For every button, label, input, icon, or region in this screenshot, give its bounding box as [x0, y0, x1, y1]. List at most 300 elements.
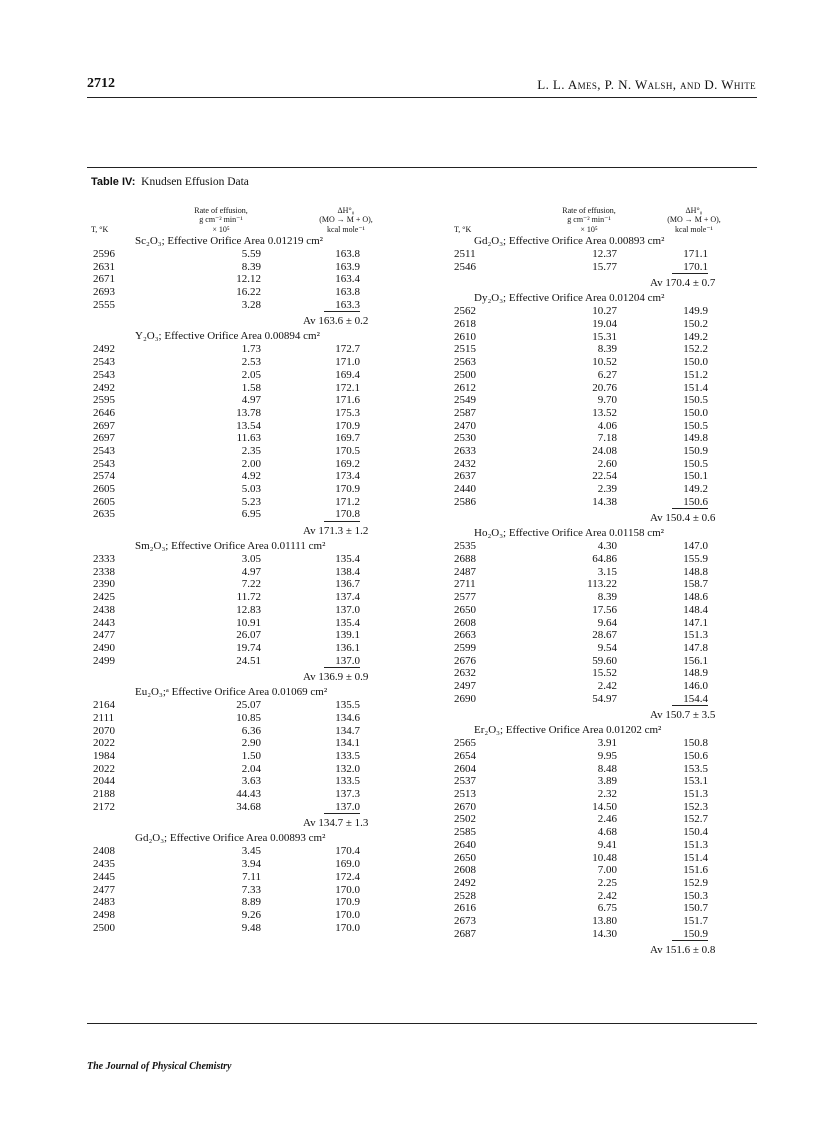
table-row: [454, 667, 746, 680]
cell-temperature: 2646: [93, 406, 115, 419]
cell-temperature: 2631: [93, 260, 115, 273]
cell-temperature: 2595: [93, 394, 115, 407]
cell-enthalpy: 153.1: [683, 775, 708, 788]
cell-temperature: 2555: [93, 298, 115, 311]
cell-temperature: 2605: [93, 495, 115, 508]
cell-enthalpy: 133.5: [335, 750, 360, 762]
table-row: [454, 737, 746, 750]
cell-rate: 8.39: [241, 260, 261, 273]
cell-enthalpy: 170.8: [335, 508, 360, 521]
cell-rate: 5.03: [241, 483, 261, 495]
average-row: [454, 273, 746, 291]
header-rate-line2: g cm⁻² min⁻¹: [199, 215, 243, 224]
cell-rate: 22.54: [592, 470, 617, 483]
cell-rate: 10.85: [236, 711, 261, 724]
cell-enthalpy: 139.1: [335, 629, 360, 642]
table-row: [454, 890, 746, 903]
cell-rate: 17.56: [592, 603, 617, 616]
table-row: [91, 604, 421, 617]
cell-enthalpy: 150.9: [683, 927, 708, 940]
cell-temperature: 2711: [454, 578, 476, 591]
table-row: [454, 356, 746, 369]
cell-enthalpy: 148.8: [683, 565, 708, 578]
average-rule: [672, 705, 708, 706]
table-row: [454, 458, 746, 471]
cell-enthalpy: 150.0: [683, 406, 708, 419]
header-temperature: T, °K: [91, 224, 109, 234]
cell-enthalpy: 149.9: [683, 305, 708, 318]
table-row: [91, 763, 421, 776]
cell-temperature: 2549: [454, 394, 476, 407]
cell-enthalpy: 151.7: [683, 914, 708, 927]
cell-enthalpy: 171.0: [335, 356, 360, 369]
cell-enthalpy: 150.1: [683, 470, 708, 483]
cell-rate: 4.06: [597, 419, 617, 432]
cell-rate: 4.92: [241, 470, 261, 483]
cell-enthalpy: 163.8: [335, 248, 360, 260]
header-rate-line3: × 10⁵: [212, 224, 230, 234]
table-row: [91, 884, 421, 897]
table-row: [454, 617, 746, 630]
table-row: [91, 642, 421, 655]
cell-enthalpy: 147.8: [683, 641, 708, 654]
groups-right: [454, 234, 746, 958]
group-title: Eu₂O₃;ᵃ Effective Orifice Area 0.01069 cm²: [135, 686, 328, 699]
cell-enthalpy: 150.3: [683, 889, 708, 902]
cell-enthalpy: 169.2: [335, 457, 360, 470]
cell-rate: 3.63: [241, 775, 261, 788]
cell-temperature: 2435: [93, 858, 115, 871]
cell-temperature: 2425: [93, 591, 115, 604]
table-row: [91, 432, 421, 445]
cell-enthalpy: 135.4: [335, 616, 360, 629]
cell-temperature: 2693: [93, 286, 115, 299]
cell-enthalpy: 137.0: [335, 654, 360, 667]
cell-temperature: 2511: [454, 248, 476, 260]
group-title: Dy₂O₃; Effective Orifice Area 0.01204 cm²: [474, 292, 665, 305]
table-row: [454, 420, 746, 433]
cell-enthalpy: 151.3: [683, 629, 708, 642]
table-row: [454, 642, 746, 655]
cell-rate: 4.97: [241, 394, 261, 407]
cell-enthalpy: 136.7: [335, 578, 360, 591]
cell-rate: 64.86: [592, 553, 617, 566]
cell-temperature: 2111: [93, 711, 115, 724]
table-row: [91, 737, 421, 750]
table-row: [454, 693, 746, 706]
cell-rate: 7.11: [242, 870, 261, 883]
header-rate-line1: Rate of effusion,: [562, 205, 616, 215]
average-rule: [672, 508, 708, 509]
table-row: [454, 629, 746, 642]
cell-enthalpy: 146.0: [683, 679, 708, 692]
cell-rate: 34.68: [236, 800, 261, 813]
table-row: [454, 261, 746, 274]
cell-temperature: 2492: [93, 381, 115, 394]
cell-temperature: 2640: [454, 838, 476, 851]
cell-rate: 10.91: [236, 616, 261, 629]
cell-rate: 2.46: [597, 813, 617, 826]
cell-enthalpy: 148.6: [683, 591, 708, 604]
cell-temperature: 2515: [454, 343, 476, 356]
table-row: [91, 458, 421, 471]
cell-rate: 2.05: [241, 368, 261, 381]
table-row: [454, 470, 746, 483]
table-row: [91, 343, 421, 356]
cell-rate: 24.51: [236, 654, 261, 667]
cell-enthalpy: 156.1: [683, 654, 708, 667]
cell-temperature: 2577: [454, 591, 476, 604]
compound-group: [454, 291, 746, 526]
cell-rate: 26.07: [236, 629, 261, 642]
cell-enthalpy: 149.2: [683, 330, 708, 343]
cell-temperature: 2022: [93, 737, 115, 750]
cell-enthalpy: 171.1: [683, 248, 708, 260]
average-value: Av 151.6 ± 0.8: [650, 944, 716, 957]
cell-rate: 8.89: [241, 896, 261, 909]
cell-enthalpy: 172.1: [335, 381, 360, 394]
cell-rate: 1.50: [241, 750, 261, 762]
cell-rate: 6.27: [597, 368, 617, 381]
cell-temperature: 2513: [454, 788, 476, 801]
cell-rate: 10.52: [592, 356, 617, 369]
header-enthalpy: [639, 206, 749, 235]
table-row: [91, 394, 421, 407]
cell-rate: 2.39: [597, 483, 617, 495]
table-row: [91, 299, 421, 312]
cell-rate: 10.27: [592, 305, 617, 318]
header-enthalpy-line1: ΔH°₀: [685, 205, 703, 215]
cell-rate: 2.00: [241, 457, 261, 470]
column-headers-left: [91, 196, 421, 234]
cell-temperature: 2637: [454, 470, 476, 483]
cell-temperature: 2654: [454, 750, 476, 762]
average-value: Av 150.4 ± 0.6: [650, 512, 716, 525]
cell-temperature: 2408: [93, 845, 115, 858]
cell-rate: 1.58: [241, 381, 261, 394]
cell-enthalpy: 150.6: [683, 495, 708, 508]
cell-enthalpy: 151.2: [683, 368, 708, 381]
average-row: [91, 813, 421, 831]
table-row: [454, 655, 746, 668]
table-row: [454, 788, 746, 801]
table-row: [91, 858, 421, 871]
cell-enthalpy: 149.8: [683, 432, 708, 445]
cell-rate: 3.45: [241, 845, 261, 858]
cell-rate: 1.73: [241, 343, 261, 356]
cell-temperature: 2530: [454, 432, 476, 445]
cell-enthalpy: 150.9: [683, 444, 708, 457]
cell-enthalpy: 151.6: [683, 864, 708, 877]
cell-temperature: 2490: [93, 641, 115, 654]
table-row: [454, 578, 746, 591]
table-row: [91, 629, 421, 642]
table-row: [454, 826, 746, 839]
cell-enthalpy: 147.1: [683, 616, 708, 629]
group-title: Sc₂O₃; Effective Orifice Area 0.01219 cm²: [135, 235, 323, 247]
cell-temperature: 2633: [454, 444, 476, 457]
cell-temperature: 2470: [454, 419, 476, 432]
cell-rate: 20.76: [592, 381, 617, 394]
cell-temperature: 2492: [454, 876, 476, 889]
cell-enthalpy: 150.0: [683, 356, 708, 369]
cell-temperature: 2164: [93, 699, 115, 712]
group-title: Sm₂O₃; Effective Orifice Area 0.01111 cm²: [135, 540, 326, 553]
cell-enthalpy: 152.7: [683, 813, 708, 826]
table-row: [91, 801, 421, 814]
average-row: [454, 508, 746, 526]
cell-enthalpy: 134.7: [335, 724, 360, 737]
table-row: [91, 286, 421, 299]
cell-rate: 8.48: [597, 762, 617, 775]
table-row: [91, 420, 421, 433]
cell-enthalpy: 149.2: [683, 483, 708, 495]
group-title: Ho₂O₃; Effective Orifice Area 0.01158 cm²: [474, 527, 664, 540]
cell-rate: 2.42: [597, 679, 617, 692]
cell-enthalpy: 153.5: [683, 762, 708, 775]
average-value: Av 150.7 ± 3.5: [650, 709, 716, 722]
cell-rate: 9.95: [597, 750, 617, 762]
table-row: [91, 470, 421, 483]
compound-group: [91, 234, 421, 329]
cell-temperature: 2670: [454, 800, 476, 813]
cell-temperature: 2497: [454, 679, 476, 692]
cell-enthalpy: 152.2: [683, 343, 708, 356]
header-enthalpy-line1: ΔH°₀: [337, 205, 355, 215]
cell-temperature: 2697: [93, 432, 115, 445]
table-row: [454, 915, 746, 928]
cell-enthalpy: 170.0: [335, 921, 360, 934]
cell-temperature: 2188: [93, 788, 115, 801]
cell-rate: 13.78: [236, 406, 261, 419]
table-row: [454, 553, 746, 566]
cell-temperature: 2338: [93, 565, 115, 578]
table-row: [454, 540, 746, 553]
compound-group: [91, 685, 421, 831]
table-label: Table IV:: [91, 176, 136, 188]
table-row: [91, 248, 421, 261]
cell-rate: 3.28: [241, 298, 261, 311]
table-row: [91, 369, 421, 382]
average-value: Av 170.4 ± 0.7: [650, 277, 716, 290]
cell-temperature: 2596: [93, 248, 115, 260]
table-row: [91, 845, 421, 858]
cell-enthalpy: 172.7: [335, 343, 360, 356]
table-row: [454, 839, 746, 852]
table-caption: Knudsen Effusion Data: [141, 176, 249, 188]
cell-enthalpy: 169.0: [335, 858, 360, 871]
cell-enthalpy: 151.4: [683, 381, 708, 394]
cell-rate: 3.94: [241, 858, 261, 871]
cell-enthalpy: 133.5: [335, 775, 360, 788]
compound-group: [91, 831, 421, 938]
cell-rate: 113.22: [587, 578, 617, 591]
cell-temperature: 2574: [93, 470, 115, 483]
average-row: [454, 940, 746, 958]
page-number: 2712: [87, 76, 115, 91]
header-rate-line3: × 10⁵: [580, 224, 598, 234]
table-top-rule: [87, 167, 757, 168]
cell-enthalpy: 171.6: [335, 394, 360, 407]
table-row: [454, 852, 746, 865]
cell-rate: 6.95: [241, 508, 261, 521]
cell-rate: 3.15: [597, 565, 617, 578]
table-row: [91, 909, 421, 922]
cell-temperature: 2688: [454, 553, 476, 566]
cell-temperature: 2587: [454, 406, 476, 419]
cell-rate: 9.64: [597, 616, 617, 629]
cell-temperature: 2477: [93, 883, 115, 896]
header-rate: [161, 206, 281, 235]
table-row: [454, 928, 746, 941]
cell-rate: 19.04: [592, 318, 617, 331]
cell-rate: 15.77: [592, 260, 617, 273]
average-row: [454, 705, 746, 723]
cell-temperature: 2483: [93, 896, 115, 909]
average-row: [91, 311, 421, 329]
cell-temperature: 2605: [93, 483, 115, 495]
cell-temperature: 2498: [93, 908, 115, 921]
table-row: [454, 801, 746, 814]
header-enthalpy-line2: (MO → M + O),: [667, 215, 721, 224]
cell-temperature: 2608: [454, 864, 476, 877]
cell-temperature: 2671: [93, 273, 115, 286]
compound-group: [454, 234, 746, 291]
cell-temperature: 2663: [454, 629, 476, 642]
cell-enthalpy: 170.9: [335, 896, 360, 909]
cell-rate: 3.89: [597, 775, 617, 788]
cell-temperature: 2070: [93, 724, 115, 737]
cell-rate: 13.52: [592, 406, 617, 419]
table-row: [454, 496, 746, 509]
group-title: Y₂O₃; Effective Orifice Area 0.00894 cm²: [135, 330, 320, 343]
cell-enthalpy: 137.4: [335, 591, 360, 604]
cell-rate: 2.25: [597, 876, 617, 889]
cell-enthalpy: 137.0: [335, 800, 360, 813]
group-title: Gd₂O₃; Effective Orifice Area 0.00893 cm²: [135, 832, 326, 845]
cell-temperature: 2610: [454, 330, 476, 343]
cell-enthalpy: 134.1: [335, 737, 360, 750]
cell-enthalpy: 163.4: [335, 273, 360, 286]
average-rule: [324, 667, 360, 668]
cell-rate: 7.33: [241, 883, 261, 896]
cell-enthalpy: 170.5: [335, 444, 360, 457]
header-rate: [529, 206, 649, 235]
cell-rate: 28.67: [592, 629, 617, 642]
cell-enthalpy: 132.0: [335, 762, 360, 775]
group-title: Gd₂O₃; Effective Orifice Area 0.00893 cm²: [474, 235, 665, 247]
cell-enthalpy: 170.4: [335, 845, 360, 858]
cell-rate: 14.38: [592, 495, 617, 508]
cell-enthalpy: 136.1: [335, 641, 360, 654]
cell-enthalpy: 147.0: [683, 540, 708, 553]
compound-group: [91, 539, 421, 685]
cell-rate: 10.48: [592, 851, 617, 864]
cell-enthalpy: 155.9: [683, 553, 708, 566]
table-row: [91, 591, 421, 604]
cell-rate: 12.37: [592, 248, 617, 260]
average-value: Av 163.6 ± 0.2: [303, 315, 369, 328]
table-left-column: [91, 196, 421, 938]
cell-enthalpy: 163.3: [335, 298, 360, 311]
table-bottom-rule: [87, 1023, 757, 1024]
cell-enthalpy: 148.9: [683, 667, 708, 680]
table-row: [454, 902, 746, 915]
cell-temperature: 2537: [454, 775, 476, 788]
table-title: [91, 176, 249, 188]
cell-enthalpy: 152.9: [683, 876, 708, 889]
table-row: [91, 617, 421, 630]
cell-rate: 9.70: [597, 394, 617, 407]
cell-enthalpy: 150.7: [683, 902, 708, 915]
cell-temperature: 2443: [93, 616, 115, 629]
cell-rate: 9.41: [597, 838, 617, 851]
cell-enthalpy: 151.3: [683, 788, 708, 801]
cell-temperature: 2500: [454, 368, 476, 381]
cell-rate: 24.08: [592, 444, 617, 457]
cell-temperature: 2673: [454, 914, 476, 927]
running-head-authors: L. L. Ames, P. N. Walsh, and D. White: [537, 77, 756, 92]
table-row: [454, 248, 746, 261]
cell-rate: 4.97: [241, 565, 261, 578]
table-right-column: [454, 196, 746, 958]
table-row: [454, 445, 746, 458]
table-row: [454, 369, 746, 382]
average-row: [91, 667, 421, 685]
table-row: [454, 775, 746, 788]
cell-temperature: 2390: [93, 578, 115, 591]
table-row: [454, 591, 746, 604]
table-row: [91, 553, 421, 566]
cell-rate: 15.52: [592, 667, 617, 680]
table-row: [91, 445, 421, 458]
cell-temperature: 2635: [93, 508, 115, 521]
cell-temperature: 2565: [454, 737, 476, 750]
cell-enthalpy: 170.9: [335, 483, 360, 495]
cell-enthalpy: 154.4: [683, 692, 708, 705]
cell-temperature: 2562: [454, 305, 476, 318]
cell-rate: 5.59: [241, 248, 261, 260]
compound-group: [454, 723, 746, 958]
cell-rate: 13.54: [236, 419, 261, 432]
cell-temperature: 2632: [454, 667, 476, 680]
cell-temperature: 2445: [93, 870, 115, 883]
cell-enthalpy: 138.4: [335, 565, 360, 578]
table-row: [454, 407, 746, 420]
average-value: Av 136.9 ± 0.9: [303, 671, 369, 684]
cell-rate: 4.30: [597, 540, 617, 553]
header-enthalpy: [291, 206, 401, 235]
cell-enthalpy: 173.4: [335, 470, 360, 483]
cell-rate: 15.31: [592, 330, 617, 343]
table-row: [91, 261, 421, 274]
cell-rate: 6.75: [597, 902, 617, 915]
table-row: [454, 394, 746, 407]
cell-rate: 13.80: [592, 914, 617, 927]
cell-rate: 11.72: [236, 591, 261, 604]
average-rule: [324, 521, 360, 522]
cell-temperature: 2650: [454, 603, 476, 616]
table-row: [454, 483, 746, 496]
column-headers-right: [454, 196, 746, 234]
cell-rate: 7.00: [597, 864, 617, 877]
header-enthalpy-line2: (MO → M + O),: [319, 215, 373, 224]
cell-temperature: 2543: [93, 368, 115, 381]
cell-rate: 44.43: [236, 788, 261, 801]
groups-left: [91, 234, 421, 938]
cell-rate: 2.35: [241, 444, 261, 457]
cell-enthalpy: 169.7: [335, 432, 360, 445]
